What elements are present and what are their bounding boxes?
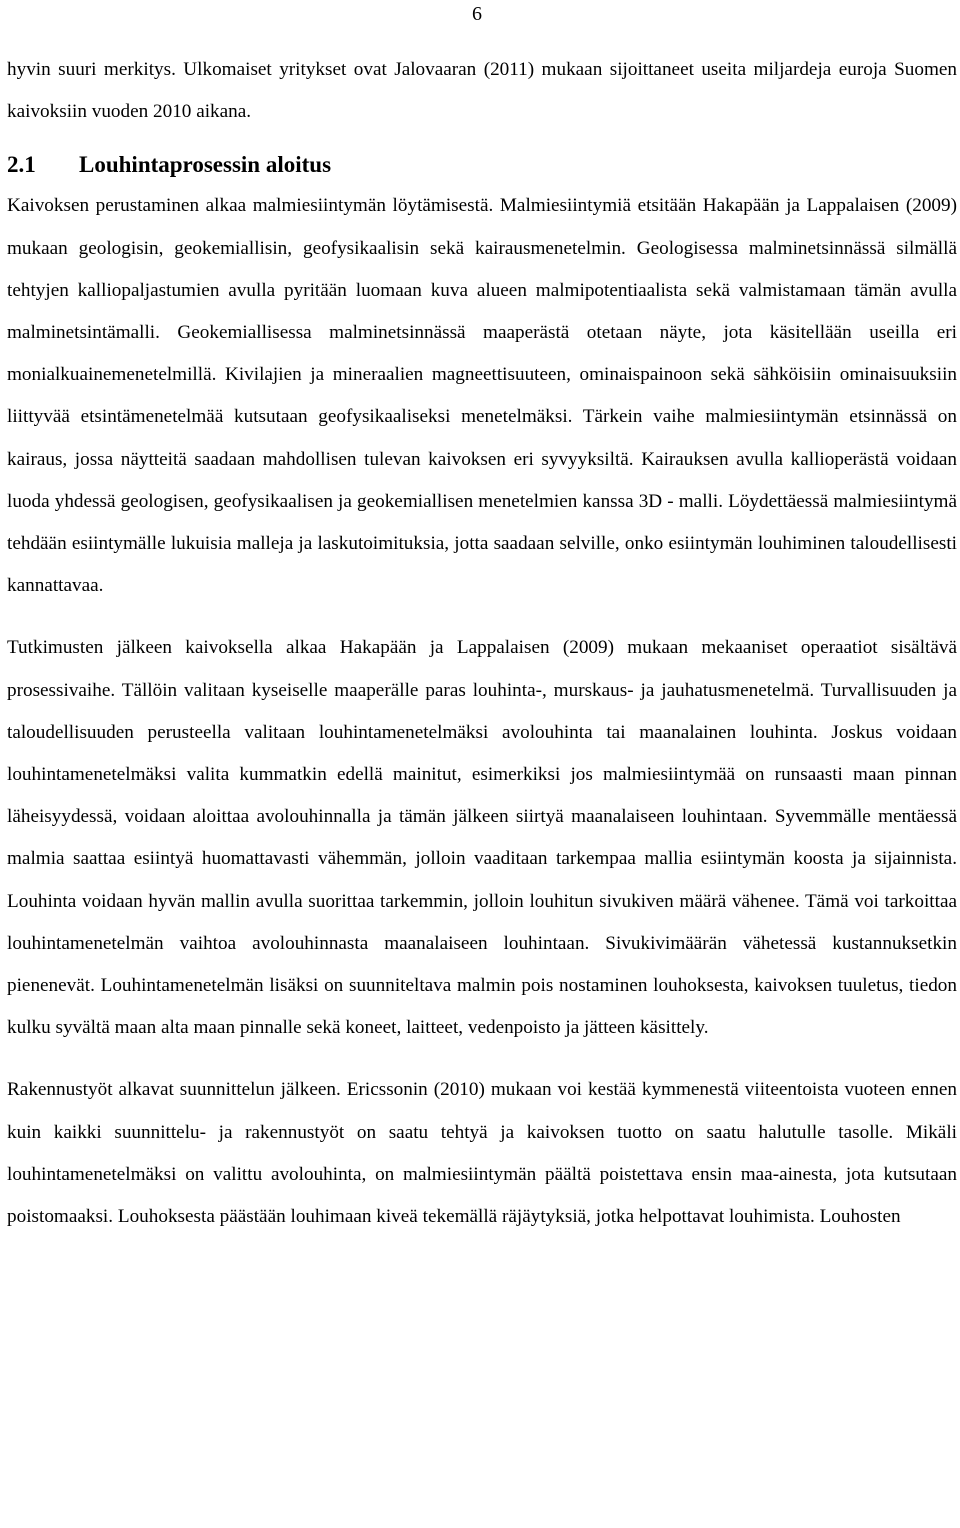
intro-paragraph: hyvin suuri merkitys. Ulkomaiset yritykset ovat Jalovaaran (2011) mukaan sijoittaneet useita miljardeja euroja Suomen kaivoksiin vuoden 2010 aikana. bbox=[7, 59, 957, 123]
section-heading bbox=[7, 147, 957, 183]
section-number: 2.1 bbox=[7, 152, 36, 178]
section-title: Louhintaprosessin aloitus bbox=[79, 152, 332, 178]
body-paragraph-1: Kaivoksen perustaminen alkaa malmiesiintymän löytämisestä. Malmiesiintymiä etsitään Hakapään ja Lappalaisen (2009) mukaan geologisin, geokemiallisin, geofysikaalisin sekä kairausmenetelmin. Geologisessa malminetsinnässä silmällä tehtyjen kalliopaljastumien avulla pyritään luomaan kuva alueen malmipotentiaalista sekä valmistamaan tämän avulla malminetsintämalli. Geokemiallisessa malminetsinnässä maaperästä otetaan näyte, jota käsitellään useilla eri monialkuainemenetelmillä. Kivilajien ja mineraalien magneettisuuteen, ominaispainoon sekä sähköisiin ominaisuuksiin liittyvää etsintämenetelmää kutsutaan geofysikaaliseksi menetelmäksi. Tärkein vaihe malmiesiintymän etsinnässä on kairaus, jossa näytteitä saadaan mahdollisen tulevan kaivoksen eri syvyyksiltä. Kairauksen avulla kallioperästä voidaan luoda yhdessä geologisen, geofysikaalisen ja geokemiallisen menetelmien kanssa 3D - malli. Löydettäessä malmiesiintymä tehdään esiintymälle lukuisia malleja ja laskutoimituksia, jotta saadaan selville, onko esiintymän louhiminen taloudellisesti kannattavaa. bbox=[7, 195, 957, 597]
body-paragraph-3: Rakennustyöt alkavat suunnittelun jälkeen. Ericssonin (2010) mukaan voi kestää kymmenestä viiteentoista vuoteen ennen kuin kaikki suunnittelu- ja rakennustyöt on saatu tehtyä ja kaivoksen tuotto on saatu halutulle tasolle. Mikäli louhintamenetelmäksi on valittu avolouhinta, on malmiesiintymän päältä poistettava ensin maa-ainesta, jota kutsutaan poistomaaksi. Louhoksesta päästään louhimaan kiveä tekemällä räjäytyksiä, jotka helpottavat louhimista. Louhosten bbox=[7, 1079, 957, 1228]
page-number: 6 bbox=[472, 3, 482, 25]
document-body bbox=[7, 49, 957, 1238]
body-paragraph-2: Tutkimusten jälkeen kaivoksella alkaa Hakapään ja Lappalaisen (2009) mukaan mekaaniset operaatiot sisältävä prosessivaihe. Tällöin valitaan kyseiselle maaperälle paras louhinta-, murskaus- ja jauhatusmenetelmä. Turvallisuuden ja taloudellisuuden perusteella valitaan louhintamenetelmäksi avolouhinta tai maanalainen louhinta. Joskus voidaan louhintamenetelmäksi valita kummatkin edellä mainitut, esimerkiksi jos malmiesiintymää on runsaasti maan pinnan läheisyydessä, voidaan aloittaa avolouhinnalla ja tämän jälkeen siirtyä maanalaiseen louhintaan. Syvemmälle mentäessä malmia saattaa esiintyä huomattavasti vähemmän, jolloin vaaditaan tarkempaa mallia esiintymän koosta ja sijainnista. Louhinta voidaan hyvän mallin avulla suorittaa tarkemmin, jolloin louhitun sivukiven määrä vähenee. Tämä voi tarkoittaa louhintamenetelmän vaihtoa avolouhinnasta maanalaiseen louhintaan. Sivukivimäärän vähetessä kustannuksetkin pienenevät. Louhintamenetelmän lisäksi on suunniteltava malmin pois nostaminen louhoksesta, kaivoksen tuuletus, tiedon kulku syvältä maan alta maan pinnalle sekä koneet, laitteet, vedenpoisto ja jätteen käsittely. bbox=[7, 637, 957, 1039]
